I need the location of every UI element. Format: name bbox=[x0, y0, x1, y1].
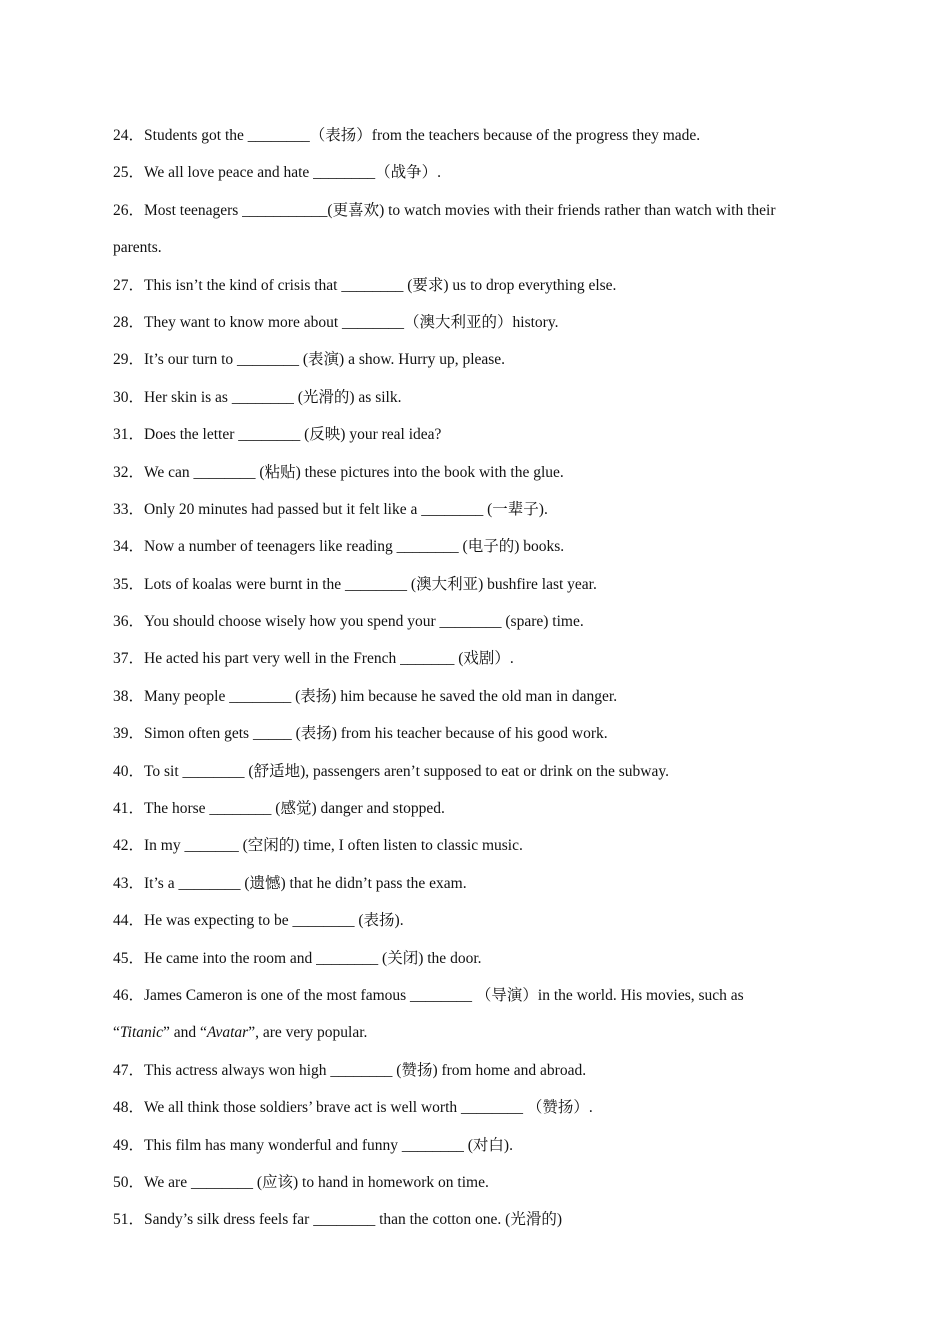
question-26-continuation bbox=[113, 229, 833, 266]
question-text: This isn’t the kind of crisis that ________ (要求) us to drop everything else. bbox=[144, 276, 617, 294]
question-44 bbox=[113, 902, 833, 939]
question-number: 25． bbox=[113, 164, 145, 182]
question-32 bbox=[113, 454, 833, 491]
question-text: He acted his part very well in the French _______ (戏剧）. bbox=[144, 650, 514, 668]
question-40 bbox=[113, 753, 833, 790]
question-text: Simon often gets _____ (表扬) from his teacher because of his good work. bbox=[144, 725, 608, 743]
question-29 bbox=[113, 341, 833, 378]
question-27 bbox=[113, 267, 833, 304]
question-text: Her skin is as ________ (光滑的) as silk. bbox=[144, 388, 402, 406]
question-number: 27． bbox=[113, 276, 145, 294]
question-43 bbox=[113, 865, 833, 902]
question-number: 43． bbox=[113, 874, 145, 892]
question-number: 46． bbox=[113, 986, 145, 1004]
question-number: 41． bbox=[113, 800, 145, 818]
question-45 bbox=[113, 940, 833, 977]
question-25 bbox=[113, 154, 833, 191]
question-number: 29． bbox=[113, 351, 145, 369]
question-text: We all love peace and hate ________（战争）. bbox=[144, 164, 442, 182]
question-35 bbox=[113, 566, 833, 603]
question-text-continued: parents. bbox=[113, 239, 162, 257]
question-text: Many people ________ (表扬) him because he saved the old man in danger. bbox=[144, 687, 618, 705]
question-50 bbox=[113, 1164, 833, 1201]
question-text: We are ________ (应该) to hand in homework on time. bbox=[144, 1173, 489, 1191]
question-number: 35． bbox=[113, 575, 145, 593]
quote-tail: ”, are very popular. bbox=[248, 1024, 368, 1042]
quote-open: “ bbox=[113, 1024, 120, 1042]
question-number: 38． bbox=[113, 687, 145, 705]
question-text: It’s a ________ (遗憾) that he didn’t pass the exam. bbox=[144, 874, 467, 892]
question-number: 48． bbox=[113, 1099, 145, 1117]
question-number: 44． bbox=[113, 912, 145, 930]
movie-title-avatar: Avatar bbox=[206, 1024, 249, 1042]
question-24 bbox=[113, 117, 833, 154]
question-36 bbox=[113, 603, 833, 640]
question-46 bbox=[113, 977, 833, 1014]
question-text: Students got the ________（表扬）from the teachers because of the progress they made. bbox=[144, 127, 701, 144]
question-42 bbox=[113, 827, 833, 864]
question-text: Only 20 minutes had passed but it felt like a ________ (一辈子). bbox=[144, 500, 548, 518]
question-number: 42． bbox=[113, 837, 145, 855]
question-26 bbox=[113, 192, 833, 229]
question-46-continuation bbox=[113, 1014, 833, 1051]
question-text: We all think those soldiers’ brave act is well worth ________ （赞扬）. bbox=[144, 1099, 593, 1117]
question-30 bbox=[113, 379, 833, 416]
question-number: 37． bbox=[113, 650, 145, 668]
question-number: 32． bbox=[113, 463, 145, 481]
question-47 bbox=[113, 1052, 833, 1089]
question-text: Lots of koalas were burnt in the ________ (澳大利亚) bushfire last year. bbox=[144, 575, 597, 593]
question-34 bbox=[113, 528, 833, 565]
question-33 bbox=[113, 491, 833, 528]
question-text: He came into the room and ________ (关闭) the door. bbox=[144, 949, 482, 967]
question-38 bbox=[113, 678, 833, 715]
question-number: 50． bbox=[113, 1173, 145, 1191]
question-number: 34． bbox=[113, 538, 145, 556]
worksheet-page bbox=[113, 117, 833, 1239]
question-number: 26． bbox=[113, 201, 145, 219]
question-number: 24． bbox=[113, 127, 145, 144]
question-number: 36． bbox=[113, 613, 145, 631]
quote-and: ” and “ bbox=[162, 1024, 207, 1042]
question-text: This actress always won high ________ (赞扬) from home and abroad. bbox=[144, 1061, 587, 1079]
question-text: It’s our turn to ________ (表演) a show. Hurry up, please. bbox=[144, 351, 506, 369]
question-text: The horse ________ (感觉) danger and stopped. bbox=[144, 800, 445, 818]
question-text: We can ________ (粘贴) these pictures into the book with the glue. bbox=[144, 463, 564, 481]
question-41 bbox=[113, 790, 833, 827]
question-number: 28． bbox=[113, 313, 145, 331]
question-number: 51． bbox=[113, 1211, 145, 1229]
question-text: They want to know more about ________（澳大利亚的）history. bbox=[144, 313, 559, 331]
question-text: In my _______ (空闲的) time, I often listen to classic music. bbox=[144, 837, 523, 855]
question-text: James Cameron is one of the most famous ________ （导演）in the world. His movies, such as bbox=[144, 986, 744, 1004]
question-31 bbox=[113, 416, 833, 453]
movie-title-titanic: Titanic bbox=[119, 1024, 163, 1042]
question-number: 49． bbox=[113, 1136, 145, 1154]
question-number: 31． bbox=[113, 426, 145, 444]
question-text: You should choose wisely how you spend your ________ (spare) time. bbox=[144, 613, 584, 631]
question-text: Sandy’s silk dress feels far ________ than the cotton one. (光滑的) bbox=[144, 1211, 563, 1229]
question-text: Does the letter ________ (反映) your real idea? bbox=[144, 426, 442, 444]
question-39 bbox=[113, 715, 833, 752]
question-number: 45． bbox=[113, 949, 145, 967]
question-51 bbox=[113, 1201, 833, 1238]
question-text: He was expecting to be ________ (表扬). bbox=[144, 912, 404, 930]
question-49 bbox=[113, 1127, 833, 1164]
question-text: To sit ________ (舒适地), passengers aren’t supposed to eat or drink on the subway. bbox=[144, 762, 669, 780]
question-number: 39． bbox=[113, 725, 145, 743]
question-text: Now a number of teenagers like reading ________ (电子的) books. bbox=[144, 538, 565, 556]
question-number: 47． bbox=[113, 1061, 145, 1079]
question-37 bbox=[113, 640, 833, 677]
question-text: Most teenagers ___________(更喜欢) to watch movies with their friends rather than watch with their bbox=[144, 201, 776, 219]
question-number: 40． bbox=[113, 762, 145, 780]
question-28 bbox=[113, 304, 833, 341]
question-text: This film has many wonderful and funny ________ (对白). bbox=[144, 1136, 513, 1154]
question-48 bbox=[113, 1089, 833, 1126]
question-number: 33． bbox=[113, 500, 145, 518]
question-number: 30． bbox=[113, 388, 145, 406]
